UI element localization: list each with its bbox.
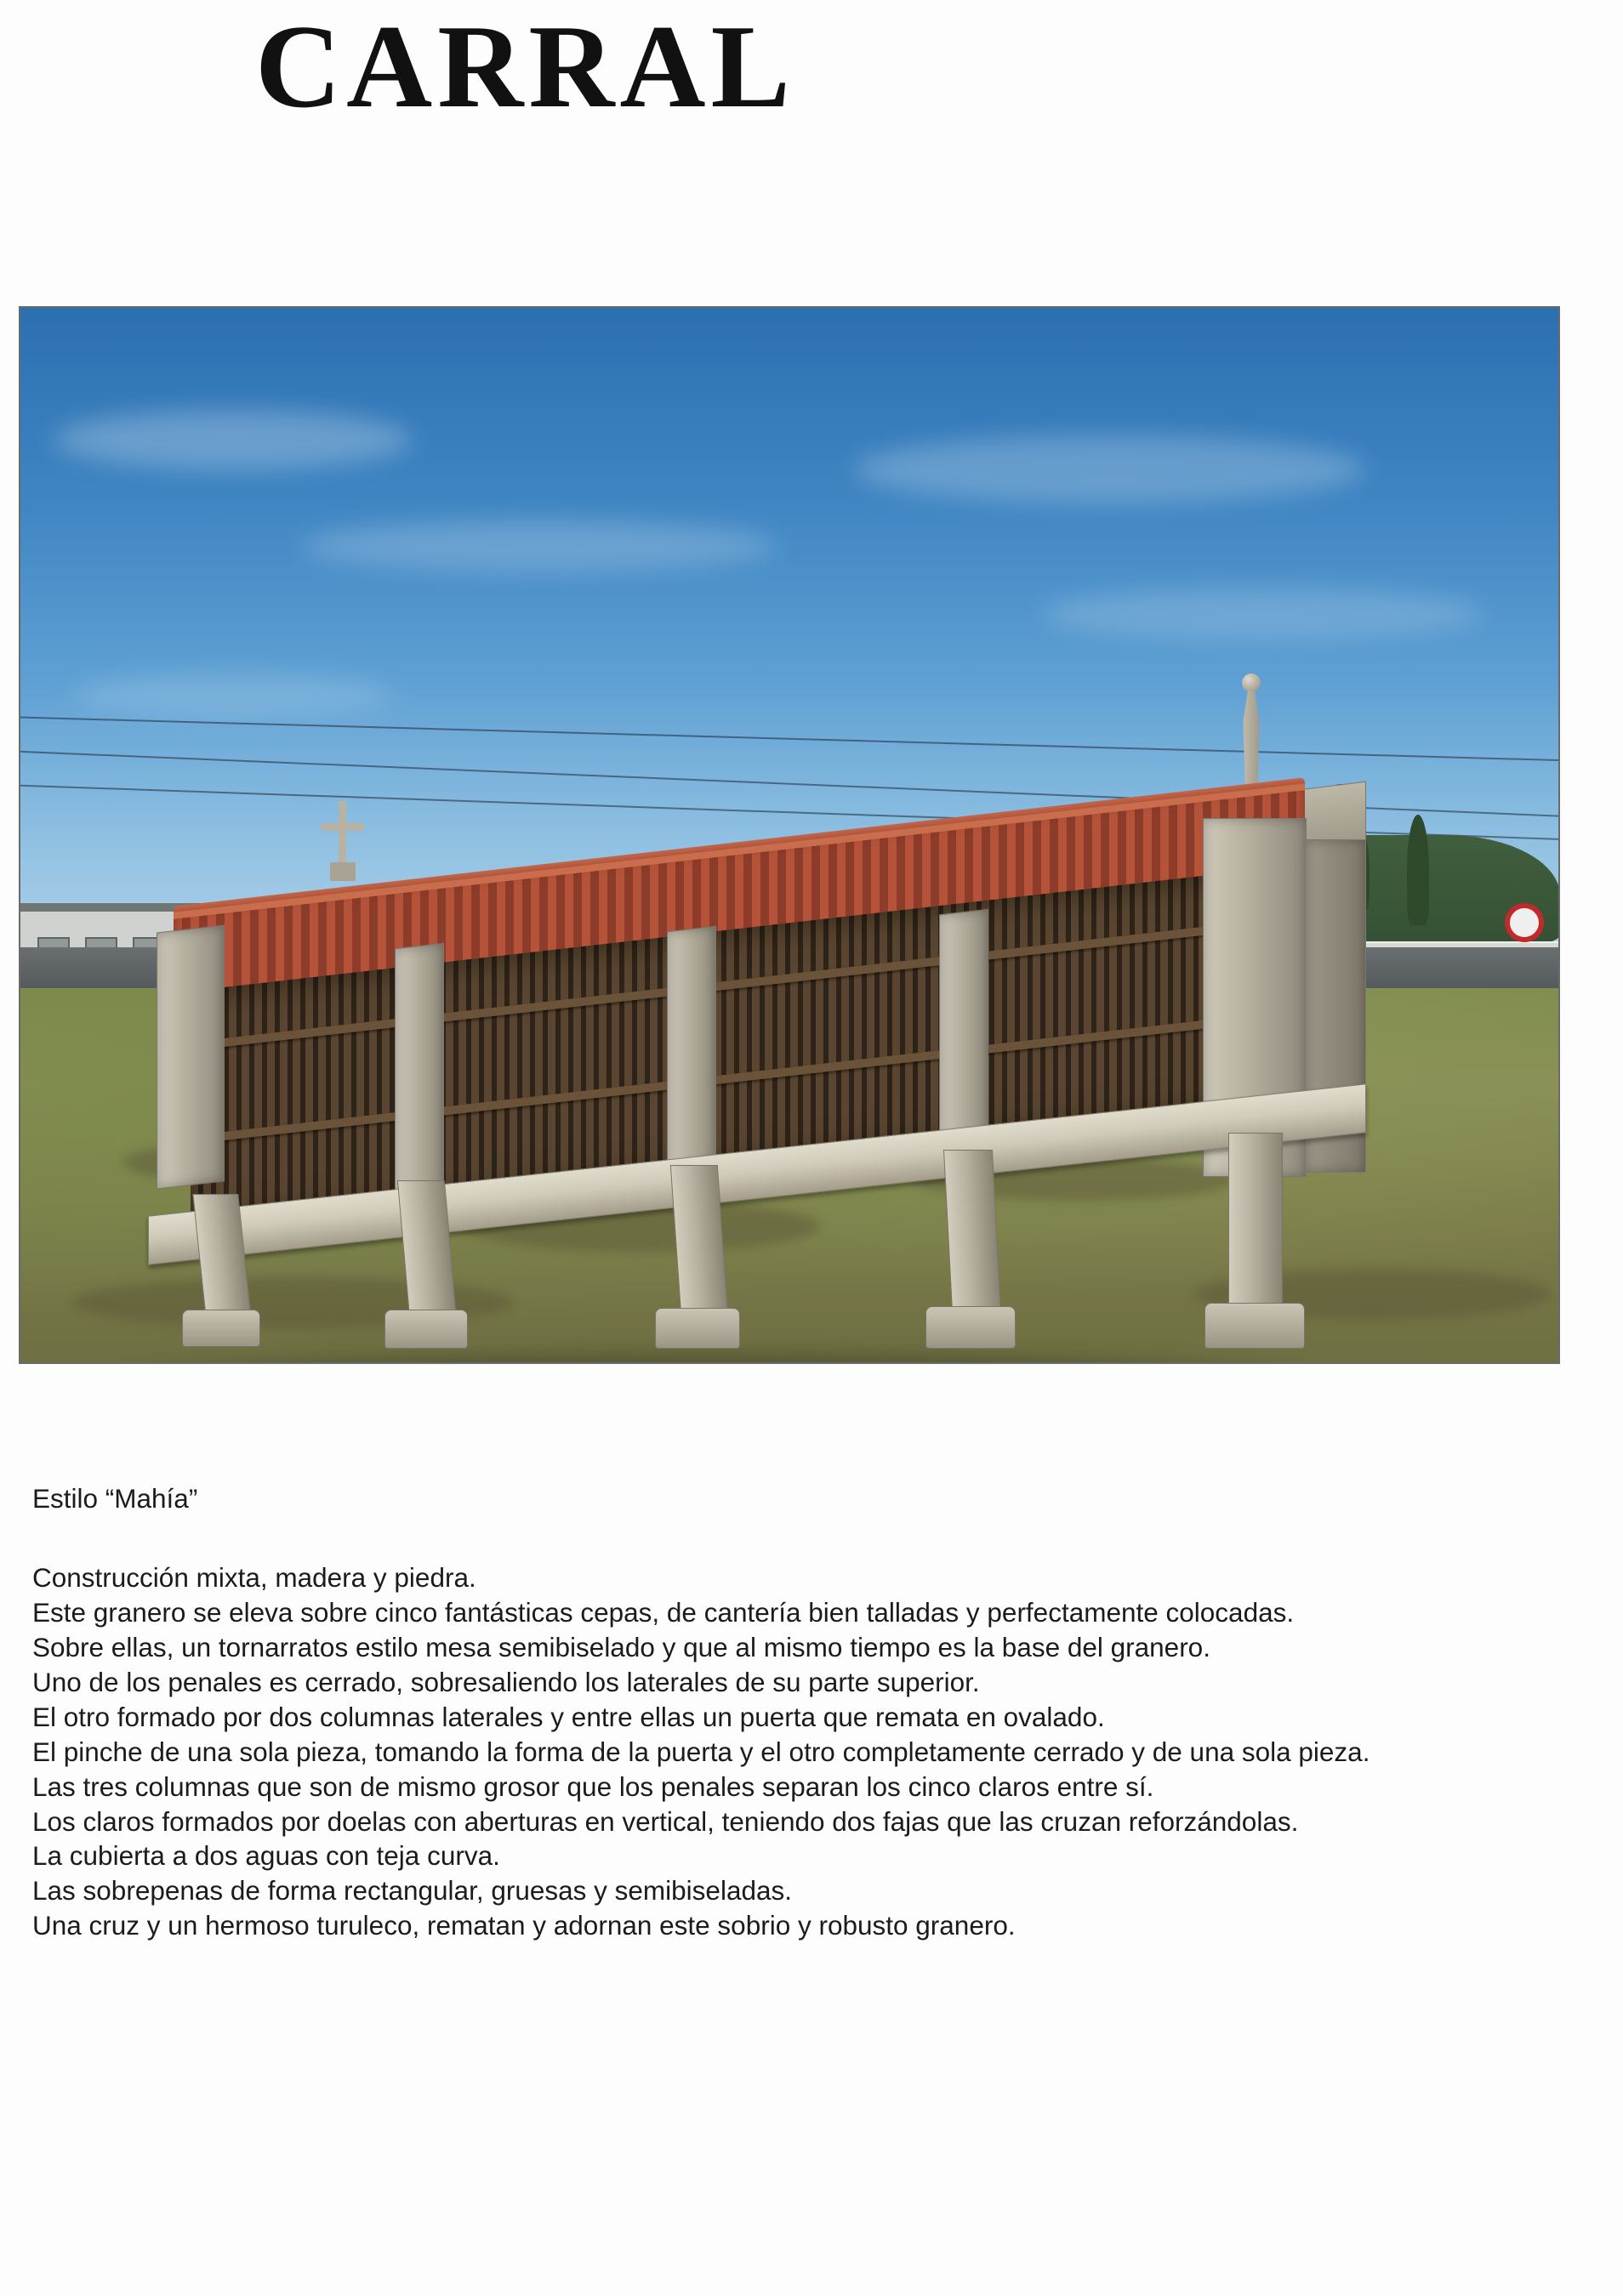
description-line: Uno de los penales es cerrado, sobresaliendo los laterales de su parte superior. [32, 1666, 980, 1697]
stone-leg-foot [925, 1306, 1016, 1349]
description-line: Una cruz y un hermoso turuleco, rematan y adornan este sobrio y robusto granero. [32, 1910, 1016, 1941]
stone-leg [943, 1150, 1001, 1313]
description-line: La cubierta a dos aguas con teja curva. [32, 1840, 500, 1872]
stone-leg-foot [655, 1308, 740, 1349]
description-line: Sobre ellas, un tornarratos estilo mesa semibiselado y que al mismo tiempo es la base del granero. [32, 1631, 1210, 1662]
turuleco-finial-ball [1242, 673, 1261, 692]
description-line: Este granero se eleva sobre cinco fantásticas cepas, de cantería bien talladas y perfectamente colocadas. [32, 1596, 1295, 1628]
description-line: El otro formado por dos columnas laterales y entre ellas un puerta que remata en ovalado. [32, 1701, 1105, 1732]
stone-cross-base [330, 862, 356, 881]
stone-leg-foot [182, 1310, 260, 1347]
stone-leg-foot [1204, 1303, 1305, 1349]
photo-horreo-carral [20, 308, 1558, 1362]
description-line: El pinche de una sola pieza, tomando la forma de la puerta y el otro completamente cerrado y de una sola pieza. [32, 1736, 1370, 1767]
stone-cross-vertical [339, 801, 346, 867]
stone-column [395, 943, 444, 1197]
description-line: Las tres columnas que son de mismo grosor que los penales separan los cinco claros entre sí. [32, 1770, 1154, 1802]
description-line: Construcción mixta, madera y piedra. [32, 1561, 476, 1593]
photo-figure [19, 306, 1560, 1364]
cloud [1041, 588, 1483, 639]
page-title: CARRAL [255, 1, 795, 133]
stone-leg-foot [384, 1310, 468, 1349]
description-line: Los claros formados por doelas con aberturas en vertical, teniendo dos fajas que las cruzan reforzándolas. [32, 1805, 1299, 1837]
description-block [32, 1481, 1606, 1943]
stone-pier-end-left [157, 924, 225, 1189]
description-line: Las sobrepenas de forma rectangular, gruesas y semibiseladas. [32, 1875, 792, 1907]
style-label: Estilo “Mahía” [32, 1483, 198, 1514]
cloud [854, 435, 1364, 503]
stone-column [667, 926, 716, 1182]
cloud [301, 520, 777, 571]
cloud [54, 410, 412, 469]
tree [1407, 815, 1429, 925]
stone-leg [1228, 1133, 1283, 1309]
horreo-structure [148, 673, 1356, 1362]
road-sign-icon [1505, 903, 1544, 942]
stone-cross-arm [322, 823, 364, 831]
